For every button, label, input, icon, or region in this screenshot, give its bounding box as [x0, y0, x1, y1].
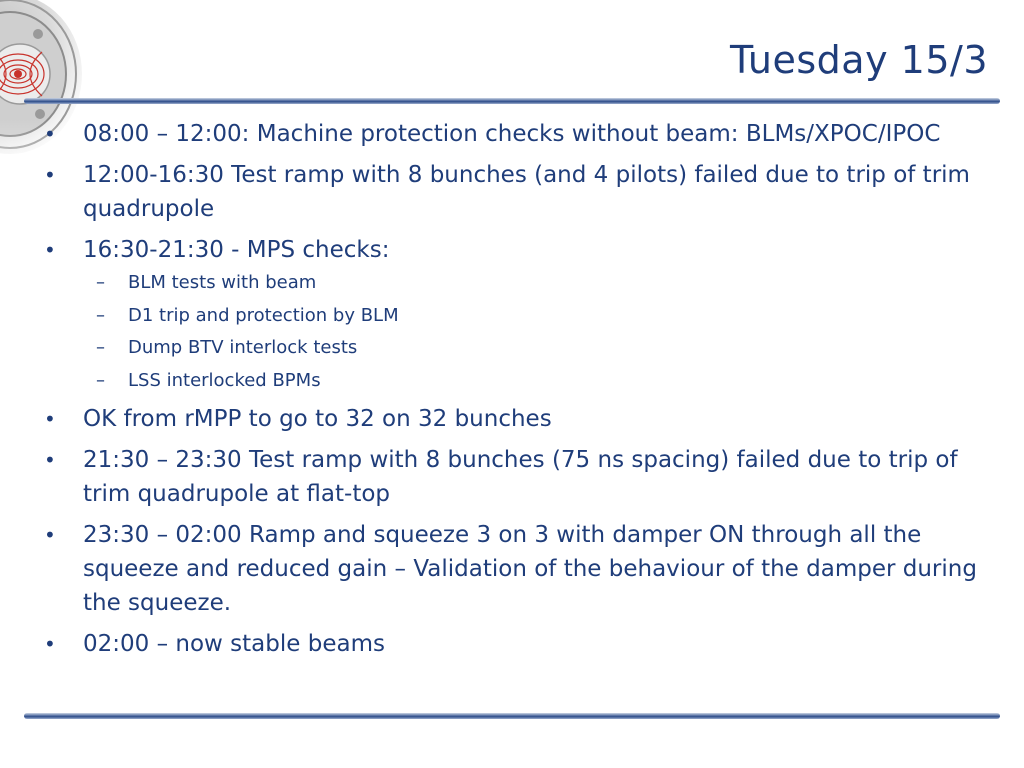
sub-bullet-marker: – — [96, 304, 105, 326]
bullet-item — [40, 117, 1005, 151]
bullet-item — [40, 518, 1005, 620]
bullet-item — [40, 402, 1005, 436]
sub-bullet-item — [40, 270, 1005, 296]
bullet-marker: • — [44, 163, 56, 187]
footer-divider — [24, 713, 1000, 719]
bullet-marker: • — [44, 406, 56, 431]
sub-bullet-text: Dump BTV interlock tests — [128, 337, 358, 358]
bullet-item — [40, 158, 1005, 226]
sub-bullet-list — [40, 270, 1005, 394]
bullet-marker: • — [44, 238, 56, 262]
bullet-text: 16:30-21:30 - MPS checks: — [83, 237, 390, 263]
bullet-item — [40, 443, 1005, 511]
bullet-text: 08:00 – 12:00: Machine protection checks without beam: BLMs/XPOC/IPOC — [83, 121, 941, 147]
bullet-marker: • — [44, 522, 56, 547]
title-divider — [24, 98, 1000, 104]
sub-bullet-text: BLM tests with beam — [128, 272, 317, 293]
bullet-marker: • — [44, 122, 56, 146]
sub-bullet-marker: – — [96, 272, 105, 293]
bullet-text: 02:00 – now stable beams — [83, 630, 385, 657]
bullet-marker: • — [44, 447, 56, 472]
sub-bullet-marker: – — [96, 369, 105, 391]
slide-title: Tuesday 15/3 — [729, 38, 988, 82]
sub-bullet-item — [40, 368, 1005, 394]
bullet-item — [40, 627, 1005, 661]
bullet-marker: • — [44, 631, 56, 656]
bullet-item — [40, 233, 1005, 267]
sub-bullet-text: D1 trip and protection by BLM — [128, 304, 399, 326]
bullet-text: 12:00-16:30 Test ramp with 8 bunches (and 4 pilots) failed due to trip of trim quadrupole — [83, 162, 970, 222]
bullet-list — [40, 117, 1005, 668]
bullet-text: 23:30 – 02:00 Ramp and squeeze 3 on 3 with damper ON through all the squeeze and reduced gain – Validation of the behaviour of the damper during the squeeze. — [83, 521, 977, 616]
sub-bullet-item — [40, 335, 1005, 361]
bullet-text: 21:30 – 23:30 Test ramp with 8 bunches (75 ns spacing) failed due to trip of trim quadrupole at flat-top — [83, 446, 958, 507]
bullet-text: OK from rMPP to go to 32 on 32 bunches — [83, 405, 552, 432]
sub-bullet-item — [40, 303, 1005, 329]
sub-bullet-marker: – — [96, 337, 105, 358]
sub-bullet-text: LSS interlocked BPMs — [128, 369, 321, 391]
